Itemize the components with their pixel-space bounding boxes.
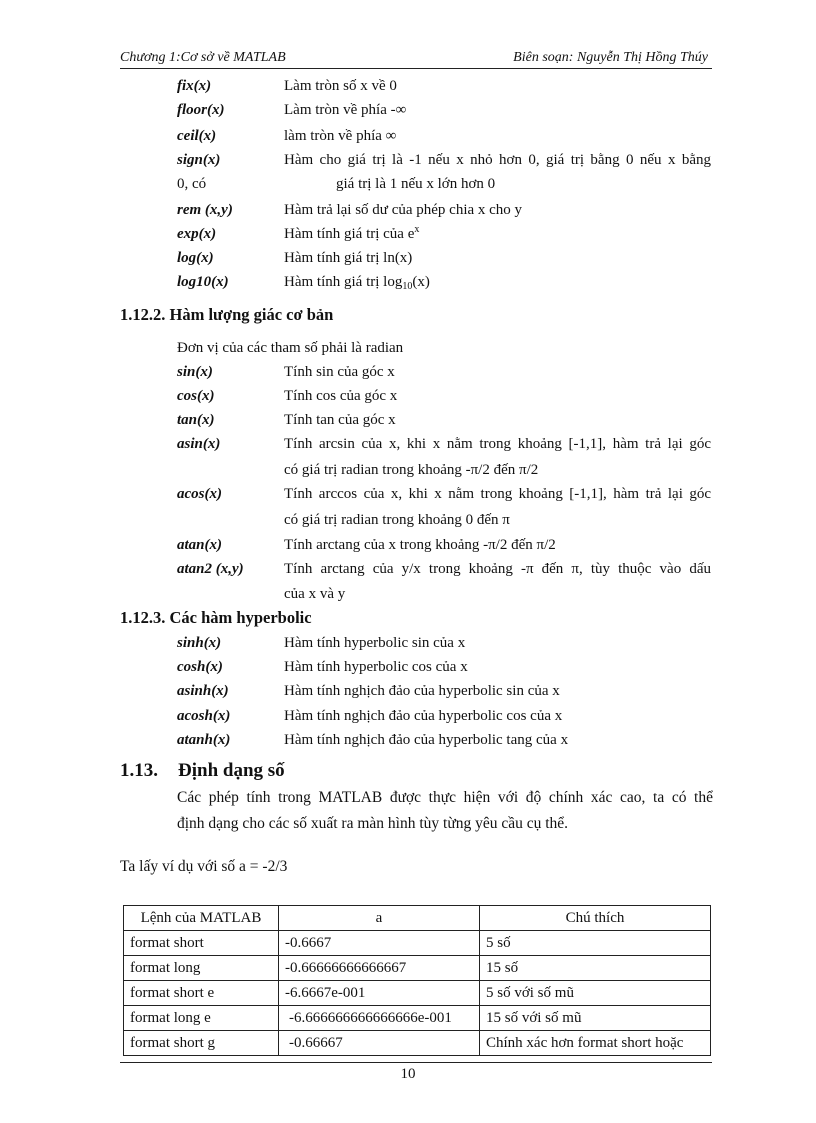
- func-desc: Hàm tính giá trị $\log_{10}(x)$: [284, 274, 430, 292]
- table-row: [124, 981, 711, 1006]
- page-header: [120, 48, 712, 69]
- table-cell: format short g: [124, 1031, 279, 1056]
- table-cell: format short: [124, 931, 279, 956]
- table-cell: format short e: [124, 981, 279, 1006]
- table-header-cell: Lệnh của MATLAB: [124, 906, 279, 931]
- section-heading-trig: 1.12.2. Hàm lượng giác cơ bản: [120, 305, 334, 324]
- section-title: Định dạng số: [178, 760, 285, 781]
- func-desc-cont: có giá trị radian trong khoảng -π/2 đến π/2: [284, 462, 539, 478]
- func-desc: Tính cos của góc x: [284, 388, 398, 404]
- format-paragraph: [177, 785, 713, 837]
- paragraph-line: định dạng cho các số xuất ra màn hình tùy từng yêu cầu cụ thể.: [177, 815, 569, 832]
- func-desc: Tính sin của góc x: [284, 364, 395, 380]
- func-name: rem (x,y): [177, 202, 233, 218]
- paragraph-line: Các phép tính trong MATLAB được thực hiện với độ chính xác cao, ta có thể: [177, 789, 713, 806]
- func-desc-cont: 0, có: [177, 176, 207, 192]
- table-cell: format long: [124, 956, 279, 981]
- table-row: [124, 931, 711, 956]
- table-row: [124, 1006, 711, 1031]
- func-desc: Tính tan của góc x: [284, 412, 396, 428]
- func-desc: Tính arctang của y/x trong khoảng -π đến π, tùy thuộc vào dấu: [284, 561, 711, 577]
- table-row: [124, 956, 711, 981]
- footer-rule: [120, 1062, 712, 1063]
- func-desc: Hàm tính hyperbolic sin của x: [284, 635, 466, 651]
- func-name: atanh(x): [177, 732, 231, 748]
- header-author: Biên soạn: Nguyễn Thị Hồng Thúy: [513, 50, 708, 65]
- func-desc: Hàm tính nghịch đảo của hyperbolic tang của x: [284, 732, 569, 748]
- func-desc-cont: của x và y: [284, 586, 346, 602]
- func-name: atan(x): [177, 537, 222, 553]
- func-name: tan(x): [177, 412, 215, 428]
- func-name: acos(x): [177, 486, 222, 502]
- header-chapter: Chương 1:Cơ sở về MATLAB: [120, 50, 286, 65]
- func-name: log(x): [177, 250, 214, 266]
- table-cell: 5 số: [480, 931, 711, 956]
- func-name: cosh(x): [177, 659, 223, 675]
- func-desc: Hàm tính nghịch đảo của hyperbolic cos của x: [284, 708, 563, 724]
- func-name: atan2 (x,y): [177, 561, 244, 577]
- func-desc: Làm tròn về phía -∞: [284, 102, 407, 118]
- table-header-row: [124, 906, 711, 931]
- func-name: exp(x): [177, 226, 217, 242]
- func-name: asinh(x): [177, 683, 229, 699]
- func-name: asin(x): [177, 436, 221, 452]
- table-header-cell: Chú thích: [480, 906, 711, 931]
- func-name: floor(x): [177, 102, 225, 118]
- func-name: sign(x): [177, 152, 221, 168]
- func-desc: Hàm tính hyperbolic cos của x: [284, 659, 468, 675]
- section-number: 1.13.: [120, 760, 158, 781]
- section-heading-hyperbolic: 1.12.3. Các hàm hyperbolic: [120, 608, 312, 627]
- func-name: fix(x): [177, 78, 212, 94]
- table-cell: 15 số với số mũ: [480, 1006, 711, 1031]
- table-cell: -0.66666666666667: [279, 956, 480, 981]
- page-number: 10: [400, 1066, 416, 1082]
- table-cell: 15 số: [480, 956, 711, 981]
- func-name: acosh(x): [177, 708, 231, 724]
- table-cell: -6.6667e-001: [279, 981, 480, 1006]
- func-name: ceil(x): [177, 128, 217, 144]
- func-name: sinh(x): [177, 635, 222, 651]
- func-desc: Hàm cho giá trị là -1 nếu x nhỏ hơn 0, giá trị bằng 0 nếu x bằng: [284, 152, 711, 168]
- func-desc-cont: giá trị là 1 nếu x lớn hơn 0: [336, 176, 496, 192]
- func-desc: Hàm tính giá trị của $e^x$: [284, 224, 420, 242]
- func-desc: Làm tròn số x về 0: [284, 78, 397, 94]
- table-cell: 5 số với số mũ: [480, 981, 711, 1006]
- func-name: sin(x): [177, 364, 213, 380]
- func-desc: Tính arctang của x trong khoảng -π/2 đến π/2: [284, 537, 556, 553]
- func-desc: Tính arccos của x, khi x nằm trong khoảng [-1,1], hàm trả lại góc: [284, 486, 711, 502]
- func-name: cos(x): [177, 388, 215, 404]
- format-table: [123, 905, 711, 1056]
- table-cell: format long e: [124, 1006, 279, 1031]
- func-desc: Hàm trả lại số dư của phép chia x cho y: [284, 202, 523, 218]
- func-desc: Hàm tính nghịch đảo của hyperbolic sin của x: [284, 683, 560, 699]
- table-cell: Chính xác hơn format short hoặc: [480, 1031, 711, 1056]
- func-name: log10(x): [177, 274, 229, 290]
- table-cell: -0.66667: [279, 1031, 480, 1056]
- table-cell: -6.666666666666666e-001: [279, 1006, 480, 1031]
- func-desc: làm tròn về phía ∞: [284, 128, 397, 144]
- table-header-cell: a: [279, 906, 480, 931]
- table-row: [124, 1031, 711, 1056]
- example-text: Ta lấy ví dụ với số a = -2/3: [120, 858, 288, 875]
- func-desc: Hàm tính giá trị ln(x): [284, 250, 413, 266]
- func-desc: Tính arcsin của x, khi x nằm trong khoảng [-1,1], hàm trả lại góc: [284, 436, 711, 452]
- func-desc-cont: có giá trị radian trong khoảng 0 đến π: [284, 512, 510, 528]
- table-cell: -0.6667: [279, 931, 480, 956]
